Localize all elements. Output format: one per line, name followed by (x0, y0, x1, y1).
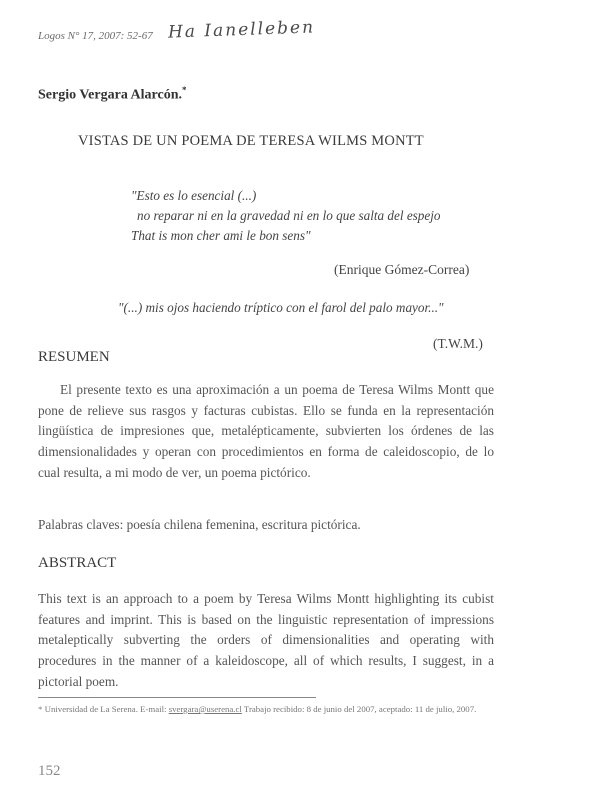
resumen-heading: RESUMEN (38, 349, 110, 365)
handwritten-note: Ha Ianelleben (167, 17, 316, 43)
resumen-paragraph: El presente texto es una aproximación a un poema de Teresa Wilms Montt que pone de relieve sus rasgos y facturas cubistas. Ello se funda en la representación lingüística de impresiones que, metalépticamente, subvierten los órdenes de las dimensionalidades y operan con procedimientos en forma de caleidoscopio, de lo cual resulta, a mi modo de ver, un poema pictórico. (38, 382, 494, 480)
author-name-text: Sergio Vergara Alarcón. (38, 87, 183, 103)
footnote-affiliation: * Universidad de La Serena. E-mail: (38, 704, 169, 714)
footnote-email-link[interactable]: svergara@userena.cl (168, 704, 242, 714)
epigraph (131, 186, 441, 246)
keywords: Palabras claves: poesía chilena femenina, escritura pictórica. (38, 517, 361, 532)
footnote-divider (38, 697, 316, 698)
epigraph-line: "Esto es lo esencial (...) (131, 188, 257, 203)
author-footnote-marker: * (182, 85, 187, 95)
abstract-heading: ABSTRACT (38, 555, 117, 571)
article-title: VISTAS DE UN POEMA DE TERESA WILMS MONTT (78, 133, 424, 149)
epigraph-line: no reparar ni en la gravedad ni en lo que salta del espejo (137, 208, 441, 223)
abstract-paragraph: This text is an approach to a poem by Teresa Wilms Montt highlighting its cubist features and imprint. This is based on the linguistic representation of impressions metaleptically subverting the orders of dimensionalities and operating with procedures in the manner of a kaleidoscope, all of which results, I suggest, in a pictorial poem. (38, 591, 494, 689)
second-epigraph-attribution: (T.W.M.) (433, 336, 483, 351)
footnote (38, 703, 494, 716)
epigraph-attribution: (Enrique Gómez-Correa) (334, 262, 470, 277)
second-epigraph: "(...) mis ojos haciendo tríptico con el farol del palo mayor..." (118, 300, 444, 315)
epigraph-line: That is mon cher ami le bon sens" (131, 228, 311, 243)
page-number: 152 (38, 763, 61, 779)
author-name (38, 85, 187, 104)
journal-reference: Logos N° 17, 2007: 52-67 (38, 30, 153, 42)
footnote-dates: Trabajo recibido: 8 de junio del 2007, aceptado: 11 de julio, 2007. (241, 704, 477, 714)
